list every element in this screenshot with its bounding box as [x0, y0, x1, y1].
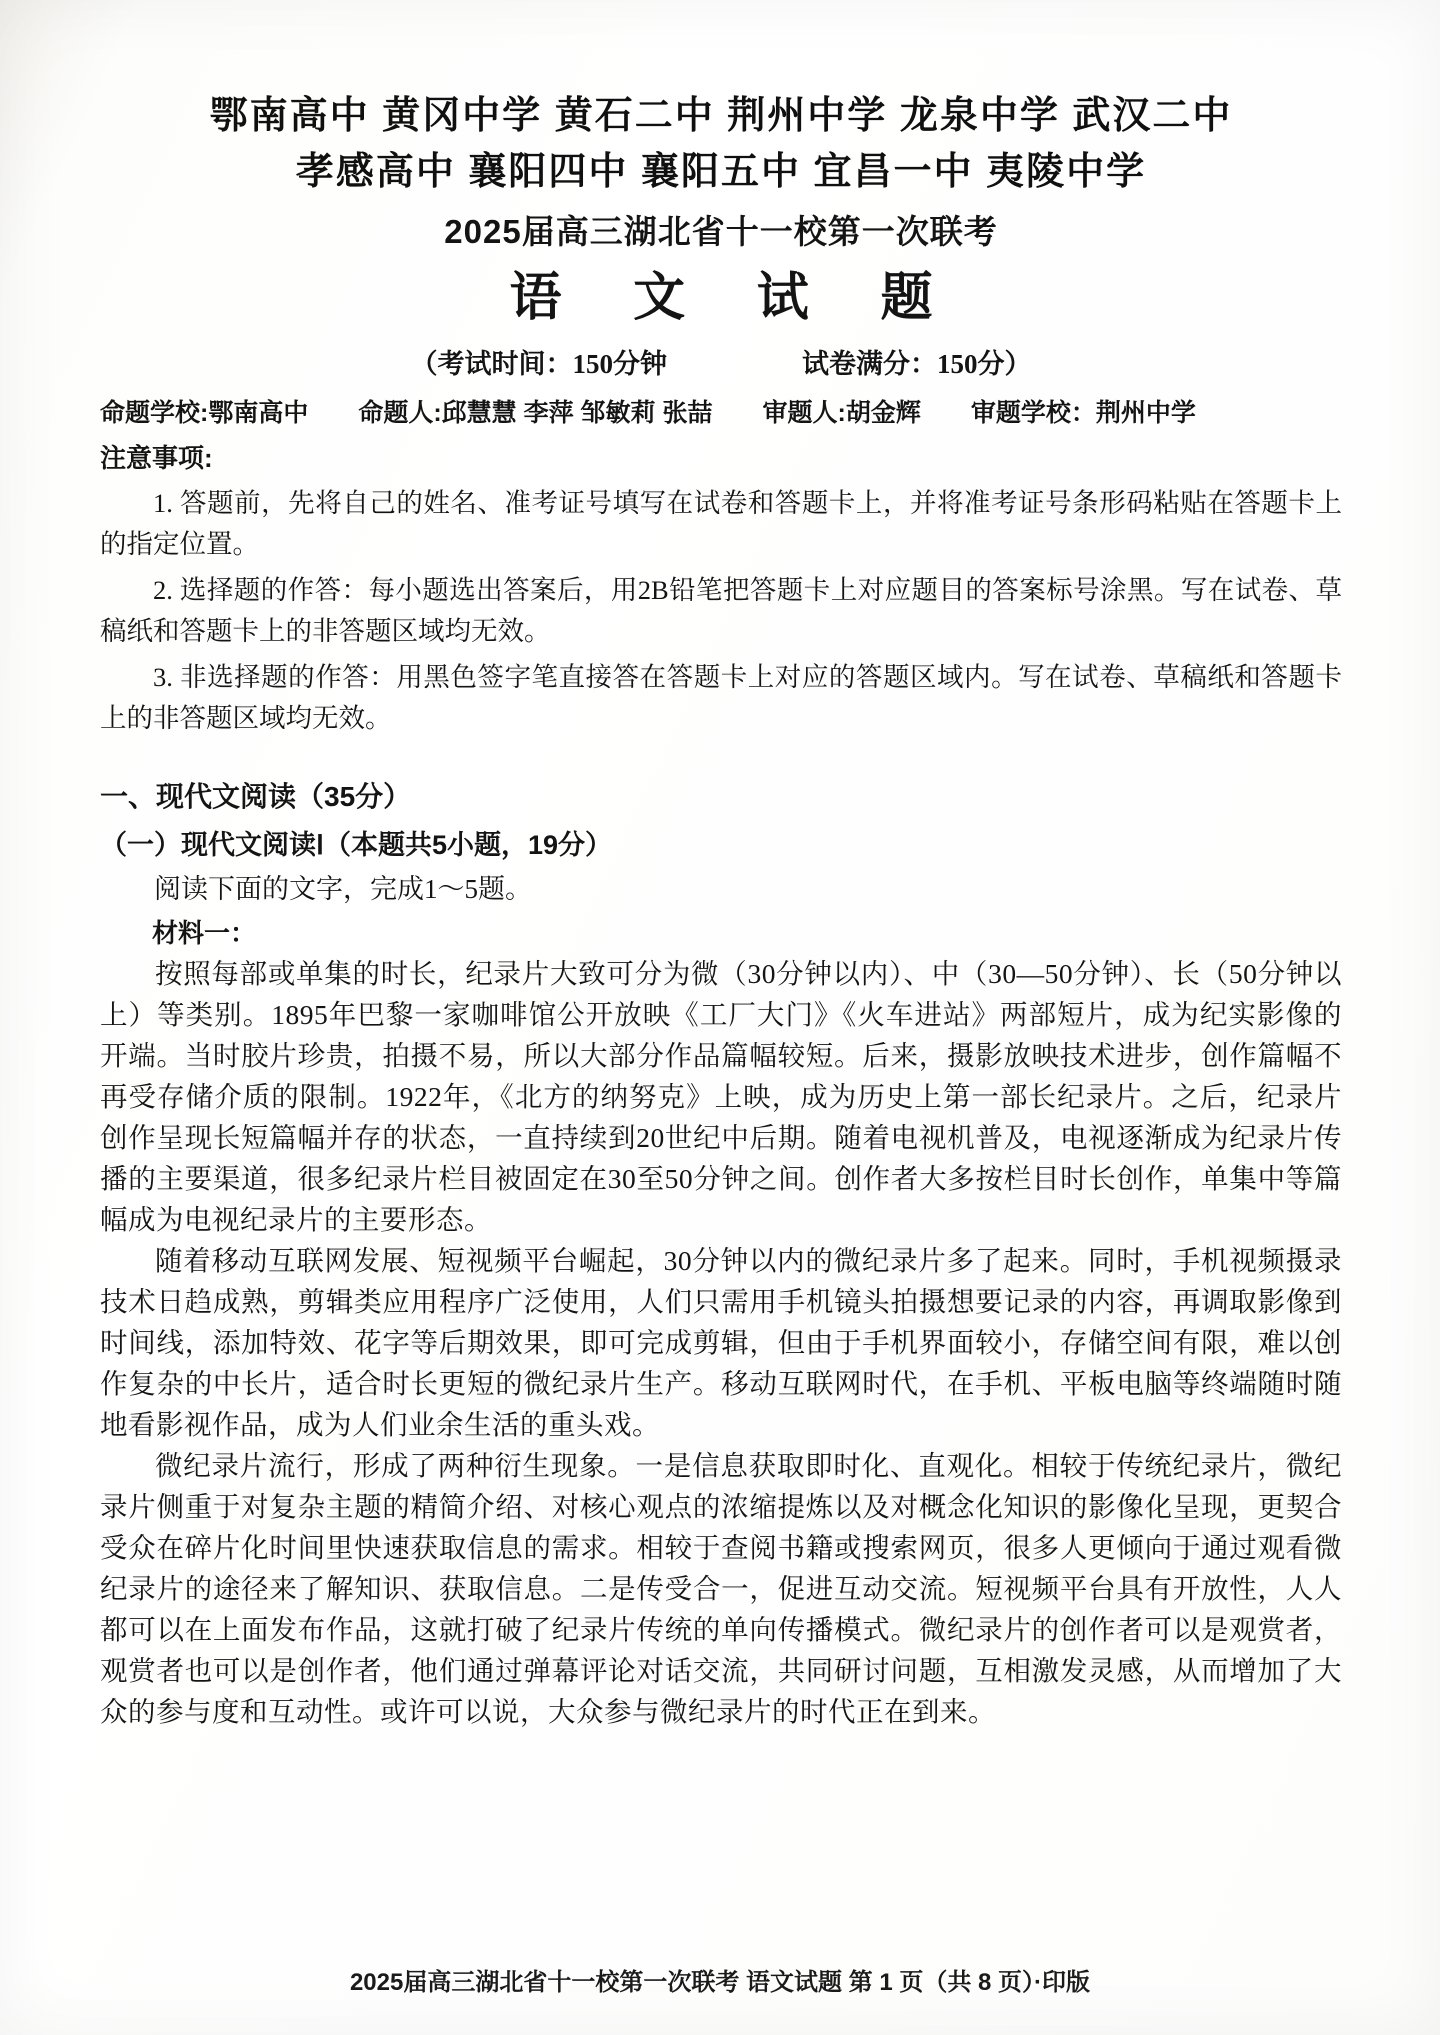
material-paragraph-1: 按照每部或单集的时长，纪录片大致可分为微（30分钟以内）、中（30—50分钟）、长（50分钟以上）等类别。1895年巴黎一家咖啡馆公开放映《工厂大门》《火车进站》两部短片，成为纪实影像的开端。当时胶片珍贵，拍摄不易，所以大部分作品篇幅较短。后来，摄影放映技术进步，创作篇幅不再受存储介质的限制。1922年，《北方的纳努克》上映，成为历史上第一部长纪录片。之后，纪录片创作呈现长短篇幅并存的状态，一直持续到20世纪中后期。随着电视机普及，电视逐渐成为纪录片传播的主要渠道，很多纪录片栏目被固定在30至50分钟之间。创作者大多按栏目时长创作，单集中等篇幅成为电视纪录片的主要形态。 — [100, 958, 1342, 1235]
subsection-heading-reading-1: （一）现代文阅读Ⅰ（本题共5小题，19分） — [100, 830, 613, 860]
exam-session-title: 2025届高三湖北省十一校第一次联考 — [444, 213, 998, 250]
material-paragraph-2: 随着移动互联网发展、短视频平台崛起，30分钟以内的微纪录片多了起来。同时，手机视频摄录技术日趋成熟，剪辑类应用程序广泛使用，人们只需用手机镜头拍摄想要记录的内容，再调取影像到时间线，添加特效、花字等后期效果，即可完成剪辑，但由于手机界面较小，存储空间有限，难以创作复杂的中长片，适合时长更短的微纪录片生产。移动互联网时代，在手机、平板电脑等终端随时随地看影视作品，成为人们业余生活的重头戏。 — [100, 1245, 1342, 1440]
setters-line: 命题学校:鄂南高中 命题人:邱慧慧 李萍 邹敏莉 张喆 审题人:胡金辉 审题学校：荆州中学 — [100, 399, 1196, 427]
material-one-label: 材料一： — [152, 918, 257, 948]
subject-title: 语 文 试 题 — [509, 269, 962, 327]
section-heading-modern-reading: 一、现代文阅读（35分） — [100, 781, 412, 812]
notice-title: 注意事项: — [100, 443, 213, 473]
notice-item-3: 3. 非选择题的作答：用黑色签字笔直接答在答题卡上对应的答题区域内。写在试卷、草稿纸和答题卡上的非答题区域均无效。 — [100, 662, 1342, 733]
schools-line-2: 孝感高中 襄阳四中 襄阳五中 宜昌一中 夷陵中学 — [295, 151, 1147, 193]
reading-instruction: 阅读下面的文字，完成1～5题。 — [154, 874, 532, 904]
notice-item-1: 1. 答题前，先将自己的姓名、准考证号填写在试卷和答题卡上，并将准考证号条形码粘贴在答题卡上的指定位置。 — [100, 488, 1342, 559]
schools-line-1: 鄂南高中 黄冈中学 黄石二中 荆州中学 龙泉中学 武汉二中 — [209, 95, 1233, 137]
notice-item-2: 2. 选择题的作答：每小题选出答案后，用2B铅笔把答题卡上对应题目的答案标号涂黑。写在试卷、草稿纸和答题卡上的非答题区域均无效。 — [100, 575, 1342, 646]
exam-info-line: （考试时间：150分钟 试卷满分：150分） — [410, 349, 1032, 379]
page-footer: 2025届高三湖北省十一校第一次联考 语文试题 第 1 页（共 8 页）·印版 — [349, 1969, 1091, 1996]
material-paragraph-3: 微纪录片流行，形成了两种衍生现象。一是信息获取即时化、直观化。相较于传统纪录片，微纪录片侧重于对复杂主题的精简介绍、对核心观点的浓缩提炼以及对概念化知识的影像化呈现，更契合受众在碎片化时间里快速获取信息的需求。相较于查阅书籍或搜索网页，很多人更倾向于通过观看微纪录片的途径来了解知识、获取信息。二是传受合一，促进互动交流。短视频平台具有开放性，人人都可以在上面发布作品，这就打破了纪录片传统的单向传播模式。微纪录片的创作者可以是观赏者，观赏者也可以是创作者，他们通过弹幕评论对话交流，共同研讨问题，互相激发灵感，从而增加了大众的参与度和互动性。或许可以说，大众参与微纪录片的时代正在到来。 — [100, 1450, 1342, 1727]
